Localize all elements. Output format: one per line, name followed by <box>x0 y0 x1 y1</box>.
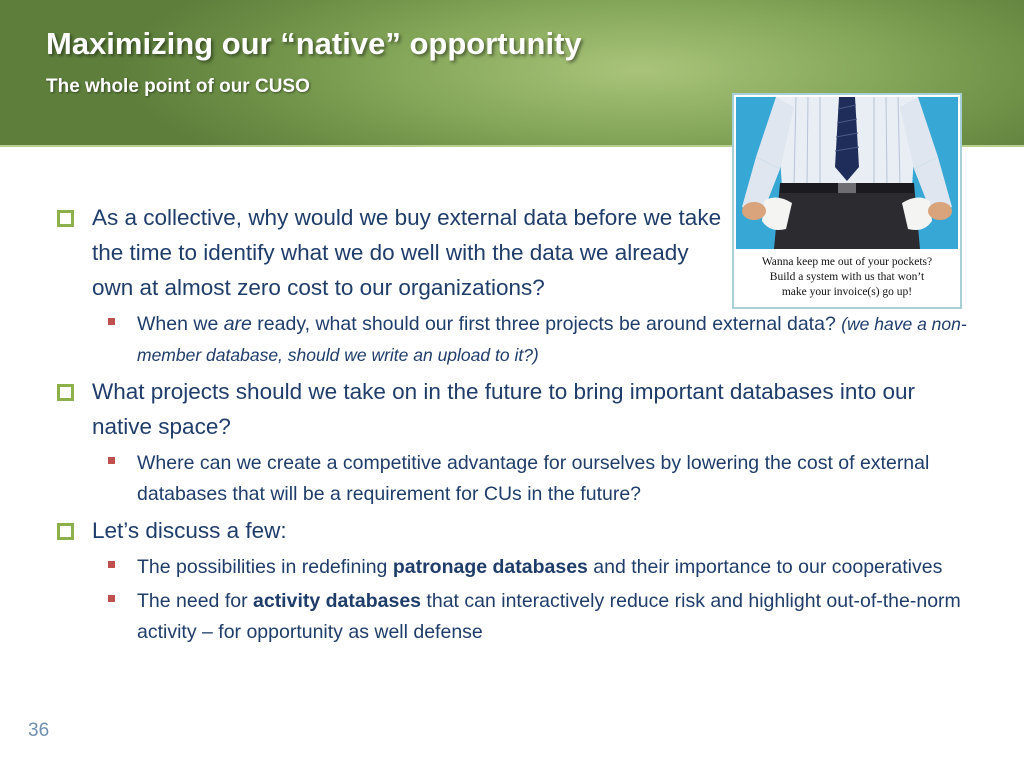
emphasis-text: are <box>223 313 252 335</box>
sub-bullet-text-part: The possibilities in redefining <box>137 556 393 578</box>
red-square-bullet-icon <box>108 318 115 325</box>
bullet-item <box>54 374 974 444</box>
page-number: 36 <box>28 720 50 741</box>
bold-term: activity databases <box>253 590 422 612</box>
bold-term: patronage databases <box>392 556 588 578</box>
sub-bullet-item <box>54 309 974 371</box>
bullet-text: Let’s discuss a few: <box>92 518 287 543</box>
slide-subtitle: The whole point of our CUSO <box>46 76 310 97</box>
sub-bullet-text-part: The need for <box>137 590 253 612</box>
sub-bullet-text-part: ready, what should our first three projects be around external data? <box>251 313 842 335</box>
bullet-text: As a collective, why would we buy external data before we take the time to identify what we do well with the data we already own at almost zero cost to our organizations? <box>92 205 722 300</box>
caption-line: Build a system with us that won’t <box>769 271 925 283</box>
bullet-item <box>54 513 974 548</box>
sub-bullet-text-part: When we <box>137 313 224 335</box>
sub-bullet-item <box>54 586 974 648</box>
red-square-bullet-icon <box>108 595 115 602</box>
bullet-list <box>54 200 974 651</box>
sub-bullet-item <box>54 552 974 583</box>
bullet-item <box>54 200 732 305</box>
caption-line: Wanna keep me out of your pockets? <box>761 256 933 268</box>
hollow-square-bullet-icon <box>57 210 74 227</box>
sub-bullet-text: Where can we create a competitive advantage for ourselves by lowering the cost of external databases that will be a requirement for CUs in the future? <box>137 452 930 505</box>
sub-bullet-text-part: that can interactively reduce risk and highlight out-of-the-norm activity – for opportunity as well defense <box>137 590 961 643</box>
red-square-bullet-icon <box>108 561 115 568</box>
parenthetical-note: (we have a non-member database, should we write an upload to it?) <box>137 314 967 365</box>
hollow-square-bullet-icon <box>57 523 74 540</box>
slide-title: Maximizing our “native” opportunity <box>46 26 582 61</box>
sub-bullet-item <box>54 448 974 510</box>
bullet-text: What projects should we take on in the future to bring important databases into our native space? <box>92 379 915 439</box>
hollow-square-bullet-icon <box>57 384 74 401</box>
red-square-bullet-icon <box>108 457 115 464</box>
caption-line: make your invoice(s) go up! <box>781 286 913 298</box>
sub-bullet-text-part: and their importance to our cooperatives <box>587 556 943 578</box>
